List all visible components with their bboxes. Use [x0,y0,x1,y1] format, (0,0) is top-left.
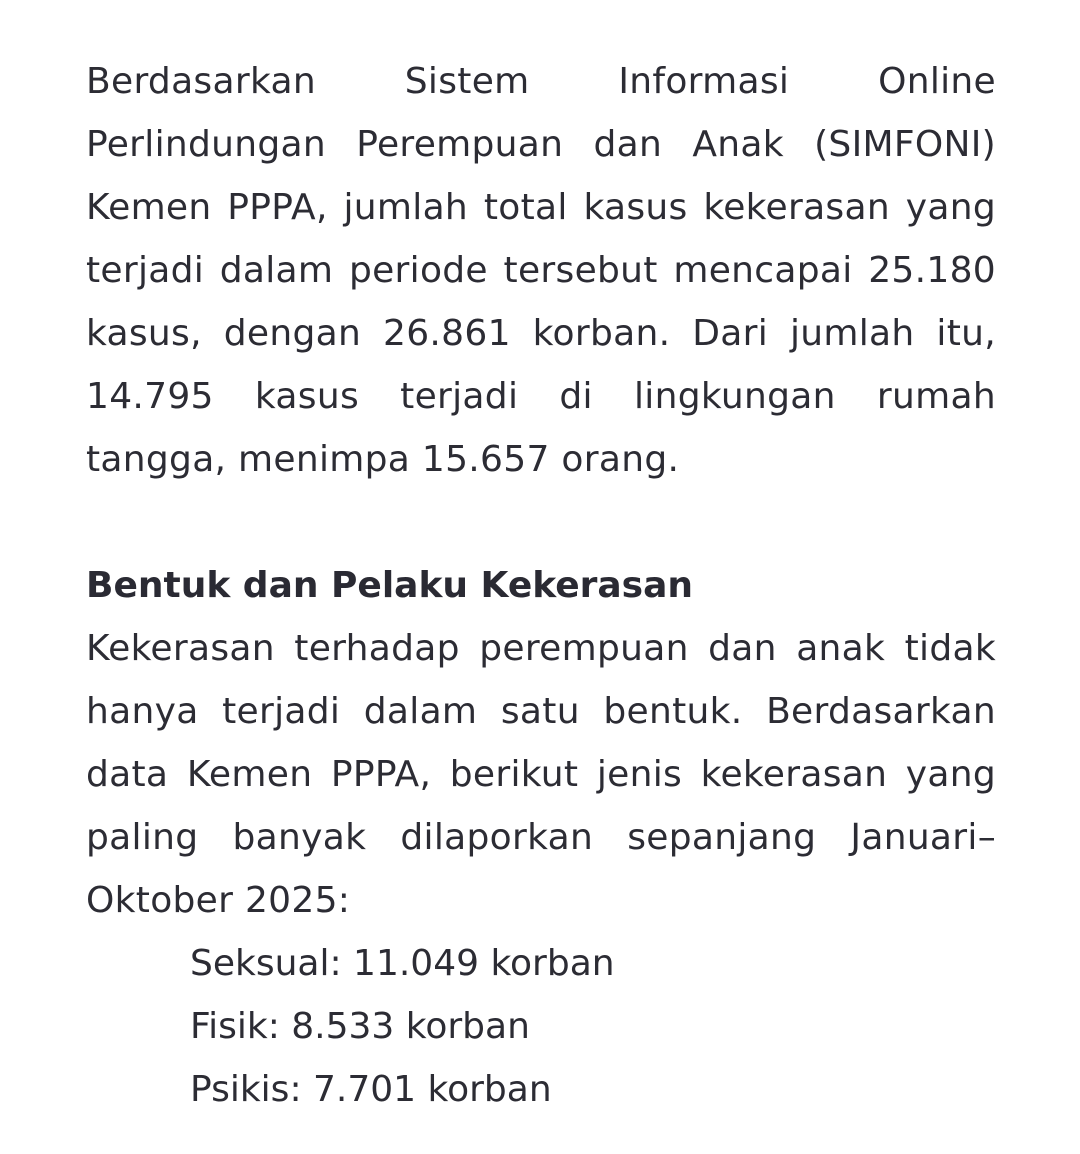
list-item-physical: Fisik: 8.533 korban [190,1006,530,1047]
intro-paragraph: Berdasarkan Sistem Informasi Online Perlindungan Perempuan dan Anak (SIMFONI) Kemen PPPA, jumlah total kasus kekerasan yang terjadi dalam periode tersebut mencapai 25.180 kasus, dengan 26.861 korban. Dari jumlah itu, 14.795 kasus terjadi di lingkungan rumah tangga, menimpa 15.657 orang. [86,61,996,480]
article-body [86,50,996,1121]
paragraph-spacer [86,491,996,554]
section-paragraph: Kekerasan terhadap perempuan dan anak tidak hanya terjadi dalam satu bentuk. Berdasarkan data Kemen PPPA, berikut jenis kekerasan yang paling banyak dilaporkan sepanjang Januari–Oktober 2025: [86,628,996,921]
list-item-sexual: Seksual: 11.049 korban [190,943,615,984]
list-item-psychological: Psikis: 7.701 korban [190,1069,552,1110]
section-heading: Bentuk dan Pelaku Kekerasan [86,565,694,606]
violence-type-list [86,932,996,1121]
